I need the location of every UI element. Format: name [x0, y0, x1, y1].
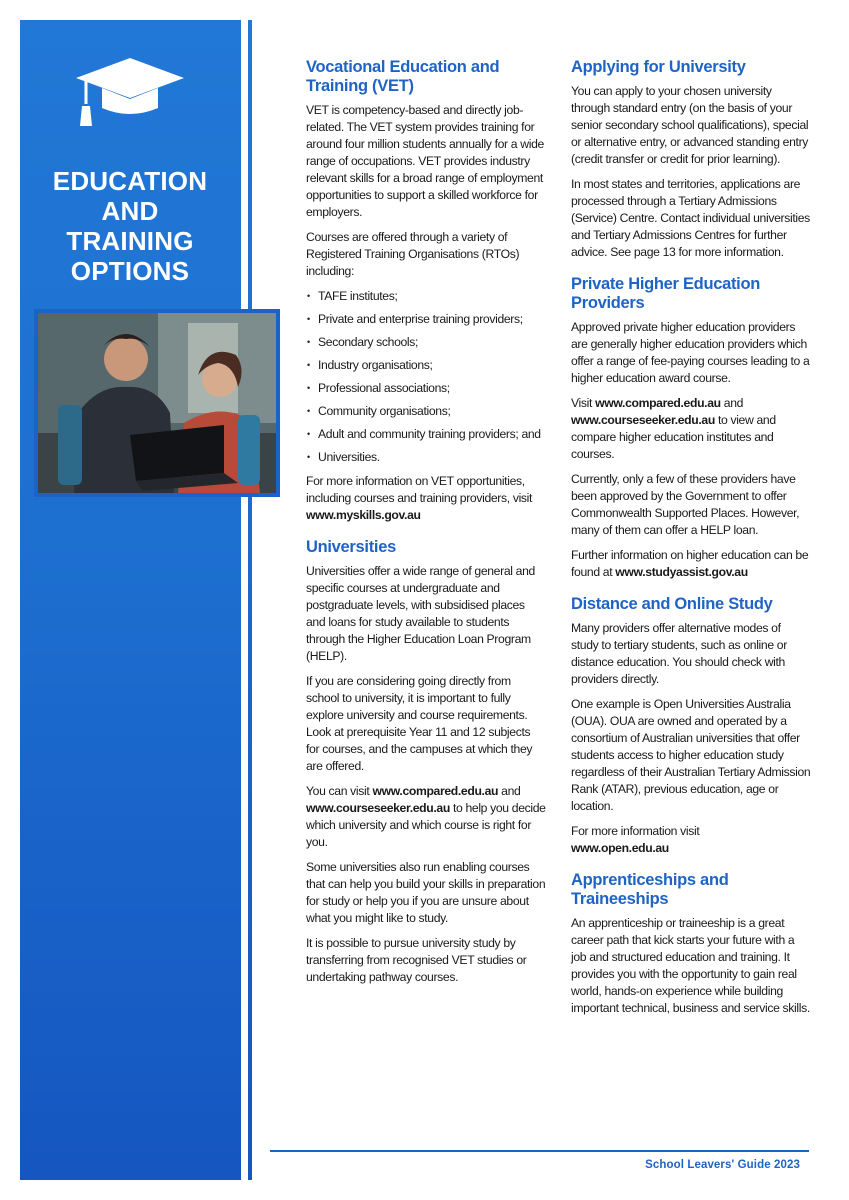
sidebar-title-line: AND	[101, 196, 159, 226]
text-fragment: Visit	[571, 396, 596, 410]
column-right	[571, 58, 811, 1025]
distance-paragraph: One example is Open Universities Australia (OUA). OUA are owned and operated by a consortium of Australian universities that offer students access to higher education study regardless of their Australian Tertiary Admission Rank (ATAR), previous education, age or location.	[571, 697, 811, 813]
private-paragraph: Currently, only a few of these providers have been approved by the Government to offer Commonwealth Supported Places. However, many of them can offer a HELP loan.	[571, 472, 800, 537]
students-photo	[34, 309, 280, 497]
apprenticeships-heading: Apprenticeships and Traineeships	[571, 871, 729, 908]
list-item: • Secondary schools;	[306, 334, 546, 351]
text-fragment: and	[720, 396, 744, 410]
courseseeker-link[interactable]: www.courseseeker.edu.au	[306, 801, 450, 815]
compared-link[interactable]: www.compared.edu.au	[372, 784, 499, 798]
graduation-cap-icon	[74, 56, 186, 132]
list-item: • Industry organisations;	[306, 357, 546, 374]
distance-paragraph: Many providers offer alternative modes of study to tertiary students, such as online or distance education. You should check with providers directly.	[571, 621, 787, 686]
sidebar-title-line: TRAINING	[66, 226, 194, 256]
open-edu-link[interactable]: www.open.edu.au	[571, 841, 669, 855]
vet-paragraph: VET is competency-based and directly job-related. The VET system provides training for around four million students annually for a wide range of occupations. VET provides industry relevant skills for a broad range of employment opportunities to support a skilled workforce for employers.	[306, 103, 544, 219]
list-item: • Adult and community training providers; and	[306, 426, 546, 443]
vet-paragraph	[306, 473, 546, 524]
sidebar-title	[30, 166, 230, 286]
applying-paragraph: In most states and territories, applications are processed through a Tertiary Admissions (Service) Centre. Contact individual universities and Tertiary Admissions Centres for further advice. See page 13 for more information.	[571, 177, 810, 259]
vet-heading: Vocational Education and Training (VET)	[306, 58, 500, 95]
applying-paragraph: You can apply to your chosen university through standard entry (on the basis of your senior secondary school qualifications), special or alternative entry, or advanced standing entry (credit transfer or credit for prior learning).	[571, 84, 809, 166]
rto-list	[306, 288, 546, 466]
private-paragraph: Approved private higher education providers are generally higher education providers which offer a range of fee-paying courses leading to a higher education award course.	[571, 320, 810, 385]
private-paragraph	[571, 395, 811, 463]
list-item: • Universities.	[306, 449, 546, 466]
myskills-link[interactable]: www.myskills.gov.au	[306, 508, 421, 522]
studyassist-link[interactable]: www.studyassist.gov.au	[615, 565, 748, 579]
courseseeker-link[interactable]: www.courseseeker.edu.au	[571, 413, 715, 427]
vet-paragraph: Courses are offered through a variety of Registered Training Organisations (RTOs) including:	[306, 230, 520, 278]
universities-paragraph: Some universities also run enabling courses that can help you build your skills in preparation for study or help you if you are unsure about what you might like to study.	[306, 860, 546, 925]
sidebar-title-line: EDUCATION	[52, 166, 208, 196]
list-item: • Community organisations;	[306, 403, 546, 420]
footer-divider	[270, 1150, 809, 1152]
universities-paragraph: It is possible to pursue university study by transferring from recognised VET studies or undertaking pathway courses.	[306, 936, 527, 984]
list-item: • Private and enterprise training providers;	[306, 311, 546, 328]
text-fragment: to help you decide which university and which course is right for you.	[306, 801, 546, 849]
universities-paragraph: Universities offer a wide range of general and specific courses at undergraduate and postgraduate levels, with subsidised places and loans for study available to students through the Higher Education Loan Program (HELP).	[306, 564, 535, 663]
applying-heading: Applying for University	[571, 58, 746, 76]
text-fragment: For more information visit	[571, 824, 700, 838]
distance-heading: Distance and Online Study	[571, 595, 773, 613]
list-item: • TAFE institutes;	[306, 288, 546, 305]
universities-paragraph: If you are considering going directly from school to university, it is important to fully explore university and course requirements. Look at prerequisite Year 11 and 12 subjects for courses, and the campuses at which they are offered.	[306, 674, 533, 773]
private-paragraph	[571, 547, 811, 581]
sidebar-divider	[248, 20, 252, 1180]
universities-paragraph	[306, 783, 546, 851]
apprenticeships-paragraph: An apprenticeship or traineeship is a great career path that kick starts your future with a job and structured education and training. It provides you with the opportunity to gain real world, hands-on experience while building important technical, business and service skills.	[571, 916, 810, 1015]
footer-title: School Leavers' Guide 2023	[645, 1159, 800, 1171]
distance-paragraph	[571, 823, 811, 857]
students-photo-illustration	[38, 313, 276, 493]
universities-heading: Universities	[306, 538, 396, 556]
text-fragment: to view and compare higher education institutes and courses.	[571, 413, 776, 461]
list-item: • Professional associations;	[306, 380, 546, 397]
text-fragment: You can visit	[306, 784, 373, 798]
sidebar-title-line: OPTIONS	[70, 256, 190, 286]
vet-more-info-text: For more information on VET opportunities, including courses and training providers, visit	[306, 474, 533, 505]
private-heading: Private Higher Education Providers	[571, 275, 761, 312]
compared-link[interactable]: www.compared.edu.au	[595, 396, 721, 410]
text-fragment: Further information on higher education can be found at	[571, 548, 809, 579]
text-fragment: and	[498, 784, 521, 798]
column-left	[306, 58, 546, 994]
